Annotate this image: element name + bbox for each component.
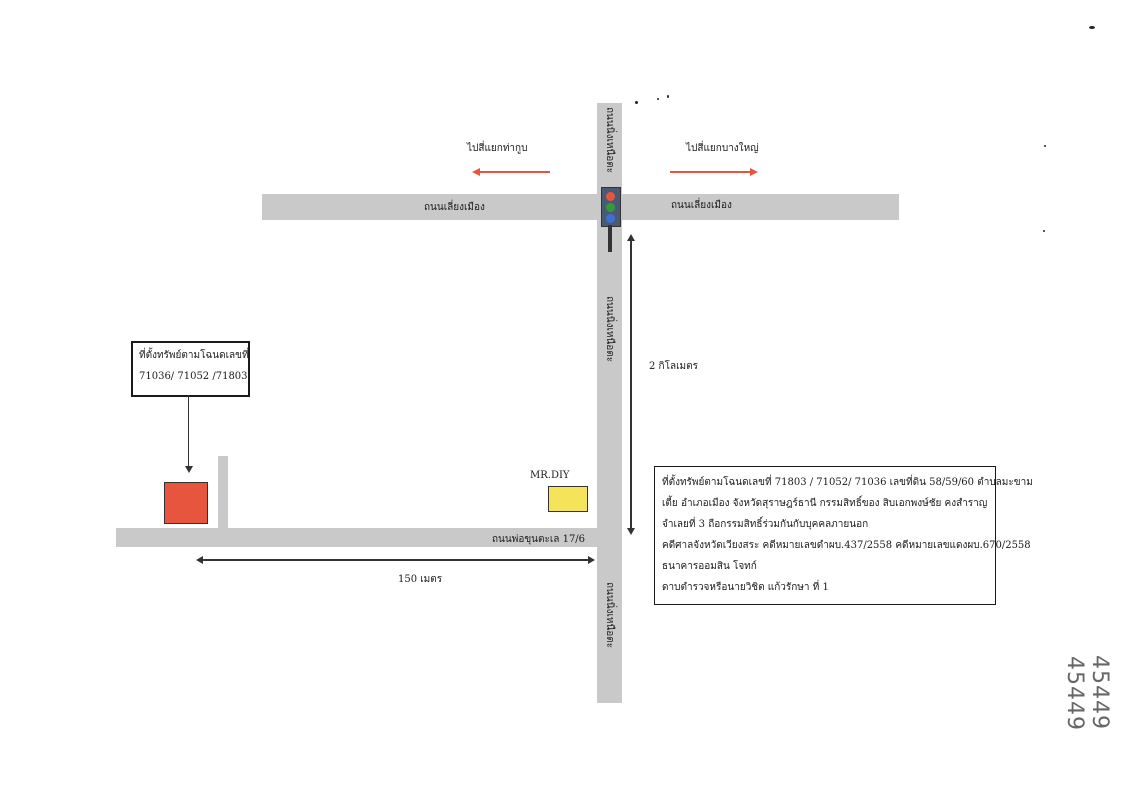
main-horizontal-road [262,194,899,220]
road-label-bypass-right: ถนนเลี่ยงเมือง [671,200,732,211]
direction-right-arrow-shaft [670,171,750,173]
scan-speck [657,98,659,100]
scan-speck [635,101,638,104]
direction-left-arrow-head [472,168,480,176]
property-pointer-line [188,395,189,467]
info-line: จำเลยที่ 3 ถือกรรมสิทธิ์ร่วมกันกับบุคคลภายนอก [662,519,869,530]
landmark-label: MR.DIY [530,470,570,481]
info-line: ดาบตำรวจหรือนายวิชิต แก้วรักษา ที่ 1 [662,582,829,593]
traffic-light-icon [601,187,621,227]
scan-speck [1043,230,1045,232]
direction-left-arrow-shaft [478,171,550,173]
property-marker [164,482,208,524]
scan-speck [1089,26,1095,29]
side-alley [218,456,228,528]
horizontal-distance-arrow-right [588,556,595,564]
traffic-light-pole [608,225,612,252]
direction-right-arrow-head [750,168,758,176]
road-label-vertical-middle: ถนนนิ่งเหนือตะ [604,296,615,363]
direction-right-label: ไปสี่แยกบางใหญ่ [686,143,759,154]
horizontal-distance-line [202,559,588,561]
vertical-distance-line [630,240,632,530]
vertical-distance-arrow-bottom [627,528,635,535]
vertical-distance-arrow-top [627,234,635,241]
road-label-bypass-left: ถนนเลี่ยงเมือง [424,202,485,213]
info-line: เตี้ย อำเภอเมือง จังหวัดสุราษฎร์ธานี กรรมสิทธิ์ของ สิบเอกพงษ์ชัย คงสำราญ [662,498,988,509]
property-info-box [654,466,1033,605]
scan-speck [667,95,669,98]
road-label-vertical-bottom: ถนนนิ่งเหนือตะ [604,582,615,649]
handwritten-number-2: 45449 [1062,656,1087,731]
road-label-lower: ถนนพ่อขุนตะเล 17/6 [492,534,586,545]
landmark-marker [548,486,588,512]
vertical-distance-label: 2 กิโลเมตร [649,361,698,372]
property-pointer-arrow [185,466,193,473]
scan-speck [1044,145,1046,147]
road-label-vertical-top: ถนนนิ่งเหนือตะ [604,107,615,174]
property-callout-line1: ที่ตั้งทรัพย์ตามโฉนดเลขที่ [139,350,249,361]
property-callout-box [131,341,250,397]
direction-left-label: ไปสี่แยกท่ากูบ [467,143,528,154]
horizontal-distance-arrow-left [196,556,203,564]
property-callout-line2: 71036/ 71052 /71803 [139,371,248,382]
horizontal-distance-label: 150 เมตร [398,574,443,585]
info-line: คดีศาลจังหวัดเวียงสระ คดีหมายเลขดำผบ.437/2558 คดีหมายเลขแดงผบ.670/2558 [662,540,1031,551]
info-line: ธนาคารออมสิน โจทก์ [662,561,757,572]
handwritten-number-1: 45449 [1087,655,1112,730]
info-line: ที่ตั้งทรัพย์ตามโฉนดเลขที่ 71803 / 71052/ 71036 เลขที่ดิน 58/59/60 ตำบลมะขาม [662,477,1033,488]
